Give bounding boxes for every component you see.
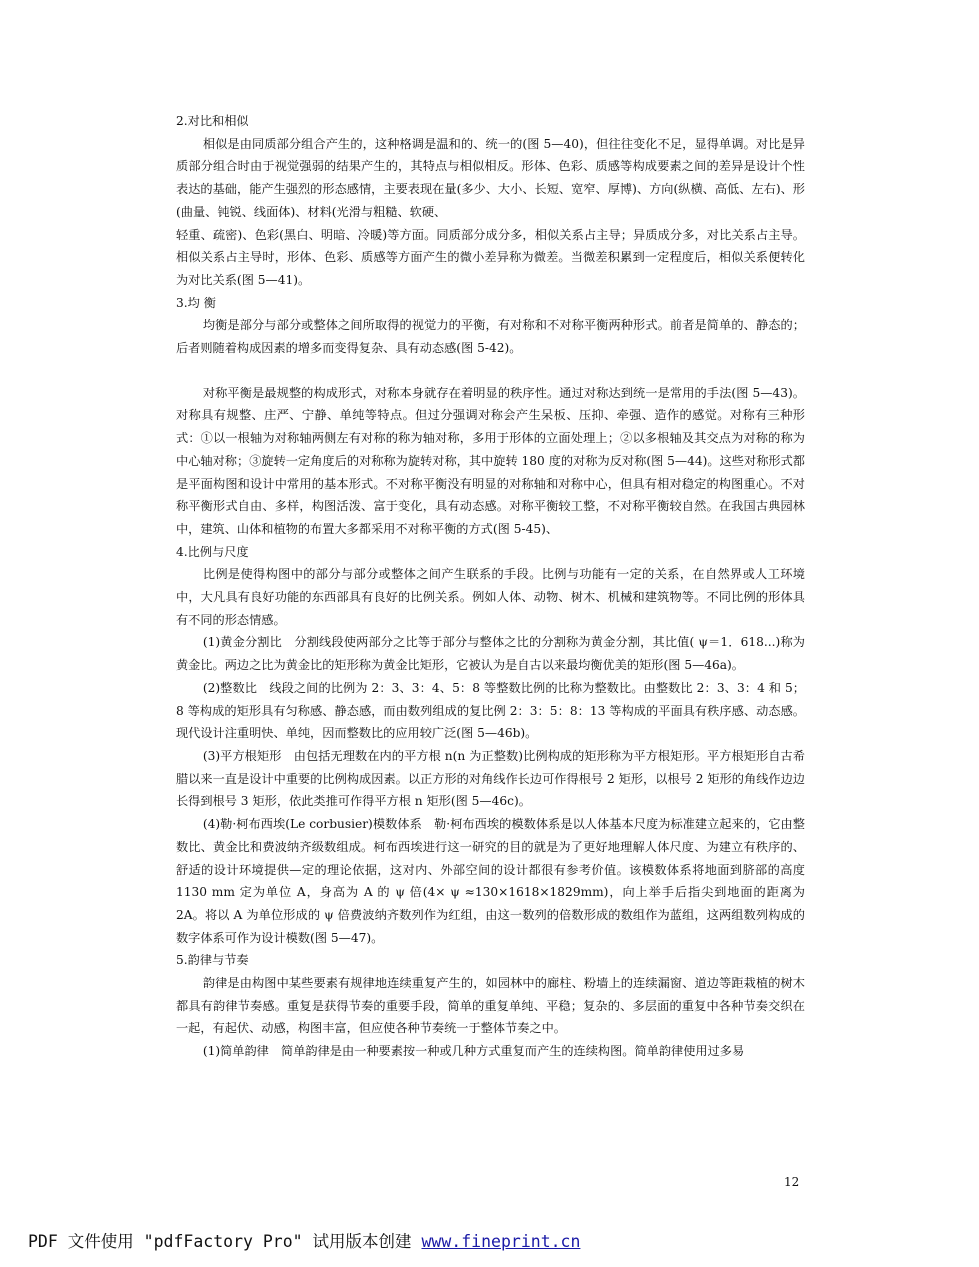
section-heading: 5.韵律与节奏 (176, 953, 249, 968)
footer-text: PDF 文件使用 "pdfFactory Pro" 试用版本创建 (28, 1232, 422, 1251)
footer-link[interactable]: www.fineprint.cn (421, 1232, 581, 1251)
paragraph: (1)简单韵律 简单韵律是由一种要素按一种或几种方式重复而产生的连续构图。简单韵律使用过多易 (202, 1044, 745, 1059)
paragraph: 均衡是部分与部分或整体之间所取得的视觉力的平衡，有对称和不对称平衡两种形式。前者是简单的、静态的；后者则随着构成因素的增多而变得复杂、具有动态感(图 5-42)。 (176, 318, 805, 356)
paragraph: 对称平衡是最规整的构成形式，对称本身就存在着明显的秩序性。通过对称达到统一是常用的手法(图 5—43)。对称具有规整、庄严、宁静、单纯等特点。但过分强调对称会产生呆板、压抑、牵强、造作的感觉。对称有三种形式：①以一根轴为对称轴两侧左有对称的称为轴对称，多用于形体的立面处理上；②以多根轴及其交点为对称的称为中心轴对称；③旋转一定角度后的对称称为旋转对称，其中旋转 180 度的对称为反对称(图 5—44)。这些对称形式都是平面构图和设计中常用的基本形式。不对称平衡没有明显的对称轴和对称中心，但具有相对稳定的构图重心。不对称平衡形式自由、多样，构图活泼、富于变化，具有动态感。对称平衡较工整，不对称平衡较自然。在我国古典园林中，建筑、山体和植物的布置大多都采用不对称平衡的方式(图 5-45)、 (176, 385, 805, 536)
paragraph: 韵律是由构图中某些要素有规律地连续重复产生的，如园林中的廊柱、粉墙上的连续漏窗、道边等距栽植的树木都具有韵律节奏感。重复是获得节奏的重要手段，简单的重复单纯、平稳；复杂的、多层面的重复中各种节奏交织在一起，有起伏、动感，构图丰富，但应使各种节奏统一于整体节奏之中。 (176, 976, 805, 1036)
section-heading: 2.对比和相似 (176, 114, 249, 128)
paragraph: (3)平方根矩形 由包括无理数在内的平方根 n(n 为正整数)比例构成的矩形称为平方根矩形。平方根矩形自古希腊以来一直是设计中重要的比例构成因素。以正方形的对角线作长边可作得根号 2 矩形，以根号 2 矩形的角线作边边长得到根号 3 矩形，依此类推可作得平方根 n 矩形(图 5—46c)。 (176, 748, 805, 809)
paragraph: (1)黄金分割比 分割线段使两部分之比等于部分与整体之比的分割称为黄金分割，其比值( ψ＝1．618...)称为黄金比。两边之比为黄金比的矩形称为黄金比矩形，它被认为是自古以来最均衡优美的矩形(图 5—46a)。 (176, 635, 805, 673)
paragraph: (2)整数比 线段之间的比例为 2：3、3：4、5：8 等整数比例的比称为整数比。由整数比 2：3、3：4 和 5；8 等构成的矩形具有匀称感、静态感，而由数列组成的复比例 2：3：5：8：13 等构成的平面具有秩序感、动态感。现代设计注重明快、单纯，因而整数比的应用较广泛(图 5—46b)。 (176, 680, 805, 741)
section-heading: 4.比例与尺度 (176, 544, 249, 559)
pdf-footer (28, 1228, 580, 1252)
paragraph: (4)勒·柯布西埃(Le corbusier)模数体系 勒·柯布西埃的模数体系是以人体基本尺度为标准建立起来的，它由整数比、黄金比和费波纳齐级数组成。柯布西埃进行这一研究的目的就是为了更好地理解人体尺度、为建立有秩序的、舒适的设计环境提供—定的理论依据，这对内、外部空间的设计都很有参考价值。该模数体系将地面到脐部的高度 1130 mm 定为单位 A，身高为 A 的 ψ 倍(4× ψ ≈130×1618×1829mm)，向上举手后指尖到地面的距离为 2A。将以 A 为单位形成的 ψ 倍费波纳齐数列作为红组，由这一数列的倍数形成的数组作为蓝组，这两组数列构成的数字体系可作为设计模数(图 5—47)。 (176, 817, 805, 945)
paragraph: 相似是由同质部分组合产生的，这种格调是温和的、统一的(图 5—40)，但往往变化不足，显得单调。对比是异质部分组合时由于视觉强弱的结果产生的，其特点与相似相反。形体、色彩、质感等构成要素之间的差异是设计个性表达的基础，能产生强烈的形态感情，主要表现在量(多少、大小、长短、宽窄、厚博)、方向(纵横、高低、左右)、形(曲量、钝锐、线面体)、材料(光滑与粗糙、软硬、 (176, 136, 805, 219)
paragraph: 轻重、疏密)、色彩(黑白、明暗、冷暖)等方面。同质部分成分多，相似关系占主导；异质成分多，对比关系占主导。相似关系占主导时，形体、色彩、质感等方面产生的微小差异称为微差。当微差积累到一定程度后，相似关系便转化为对比关系(图 5—41)。 (176, 227, 805, 287)
section-heading: 3.均 衡 (176, 295, 216, 310)
paragraph: 比例是使得构图中的部分与部分或整体之间产生联系的手段。比例与功能有一定的关系，在自然界或人工环境中，大凡具有良好功能的东西部具有良好的比例关系。例如人体、动物、树木、机械和建筑物等。不同比例的形体具有不同的形态情感。 (176, 567, 805, 627)
page-number: 12 (784, 1175, 800, 1189)
document-body (176, 110, 805, 1063)
